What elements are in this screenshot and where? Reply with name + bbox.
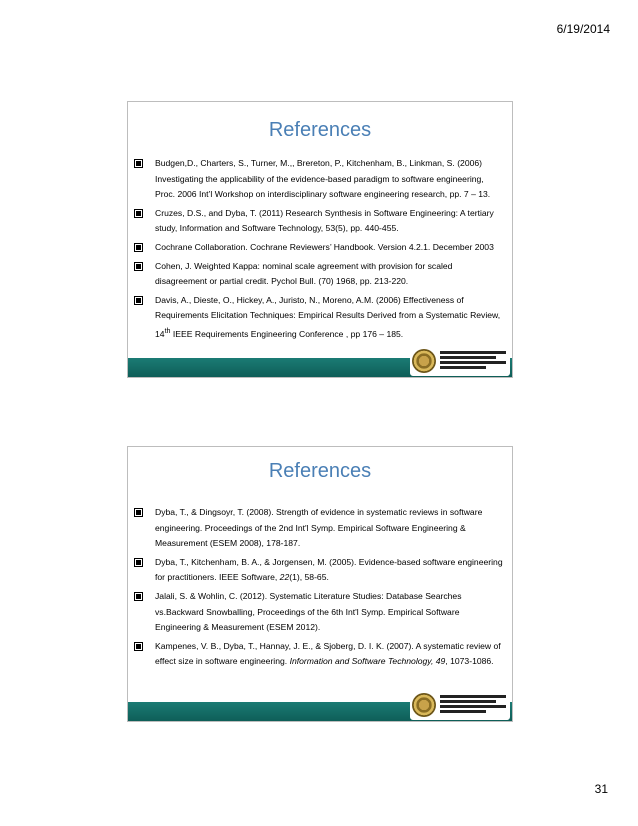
reference-item: Davis, A., Dieste, O., Hickey, A., Juristo, N., Moreno, A.M. (2006) Effectiveness of Requirements Elicitation Techniques: Empirical Results Derived from a Systematic Review, 14th IEEE Requirements Engineering Conference , pp 176 – 185.	[134, 293, 504, 343]
square-bullet-icon	[134, 159, 143, 168]
slide-footer-bar	[128, 358, 512, 377]
square-bullet-icon	[134, 592, 143, 601]
square-bullet-icon	[134, 296, 143, 305]
slide-title: References	[268, 460, 372, 482]
slide-references-1	[127, 101, 513, 378]
square-bullet-icon	[134, 209, 143, 218]
reference-item: Budgen,D., Charters, S., Turner, M.,, Brereton, P., Kitchenham, B., Linkman, S. (2006) Investigating the applicability of the evidence-based paradigm to software engineering, Proc. 2006 Int’l Workshop on interdisciplinary software engineering research, pp. 7 – 13.	[134, 156, 504, 203]
reference-item: Dyba, T., & Dingsoyr, T. (2008). Strength of evidence in systematic reviews in software engineering. Proceedings of the 2nd Int'l Symp. Empirical Software Engineering & Measurement (ESEM 2008), 178-187.	[134, 505, 504, 552]
page-number: 31	[594, 782, 608, 796]
slide-title: References	[268, 119, 372, 141]
square-bullet-icon	[134, 243, 143, 252]
reference-item: Cohen, J. Weighted Kappa: nominal scale agreement with provision for scaled disagreement or partial credit. Pychol Bull. (70) 1968, pp. 213-220.	[134, 259, 504, 290]
university-seal-icon	[412, 349, 436, 373]
reference-item: Jalali, S. & Wohlin, C. (2012). Systematic Literature Studies: Database Searches vs.Backward Snowballing, Proceedings of the 6th Int'l Symp. Empirical Software Engineering & Measurement (ESEM 2012).	[134, 589, 504, 636]
university-seal-icon	[412, 693, 436, 717]
slide-references-2	[127, 446, 513, 722]
square-bullet-icon	[134, 508, 143, 517]
reference-list	[134, 156, 504, 345]
reference-item: Kampenes, V. B., Dyba, T., Hannay, J. E., & Sjoberg, D. I. K. (2007). A systematic review of effect size in software engineering. Information and Software Technology, 49, 1073-1086.	[134, 639, 504, 670]
reference-list	[134, 505, 504, 673]
square-bullet-icon	[134, 558, 143, 567]
reference-item: Cochrane Collaboration. Cochrane Reviewers’ Handbook. Version 4.2.1. December 2003	[134, 240, 504, 256]
reference-item: Dyba, T., Kitchenham, B. A., & Jorgensen, M. (2005). Evidence-based software engineering for practitioners. IEEE Software, 22(1), 58-65.	[134, 555, 504, 586]
page-date: 6/19/2014	[556, 22, 610, 36]
slide-footer-bar	[128, 702, 512, 721]
square-bullet-icon	[134, 642, 143, 651]
reference-item: Cruzes, D.S., and Dyba, T. (2011) Research Synthesis in Software Engineering: A tertiary study, Information and Software Technology, 53(5), pp. 440-455.	[134, 206, 504, 237]
university-logo	[410, 690, 510, 720]
university-logo	[410, 346, 510, 376]
square-bullet-icon	[134, 262, 143, 271]
